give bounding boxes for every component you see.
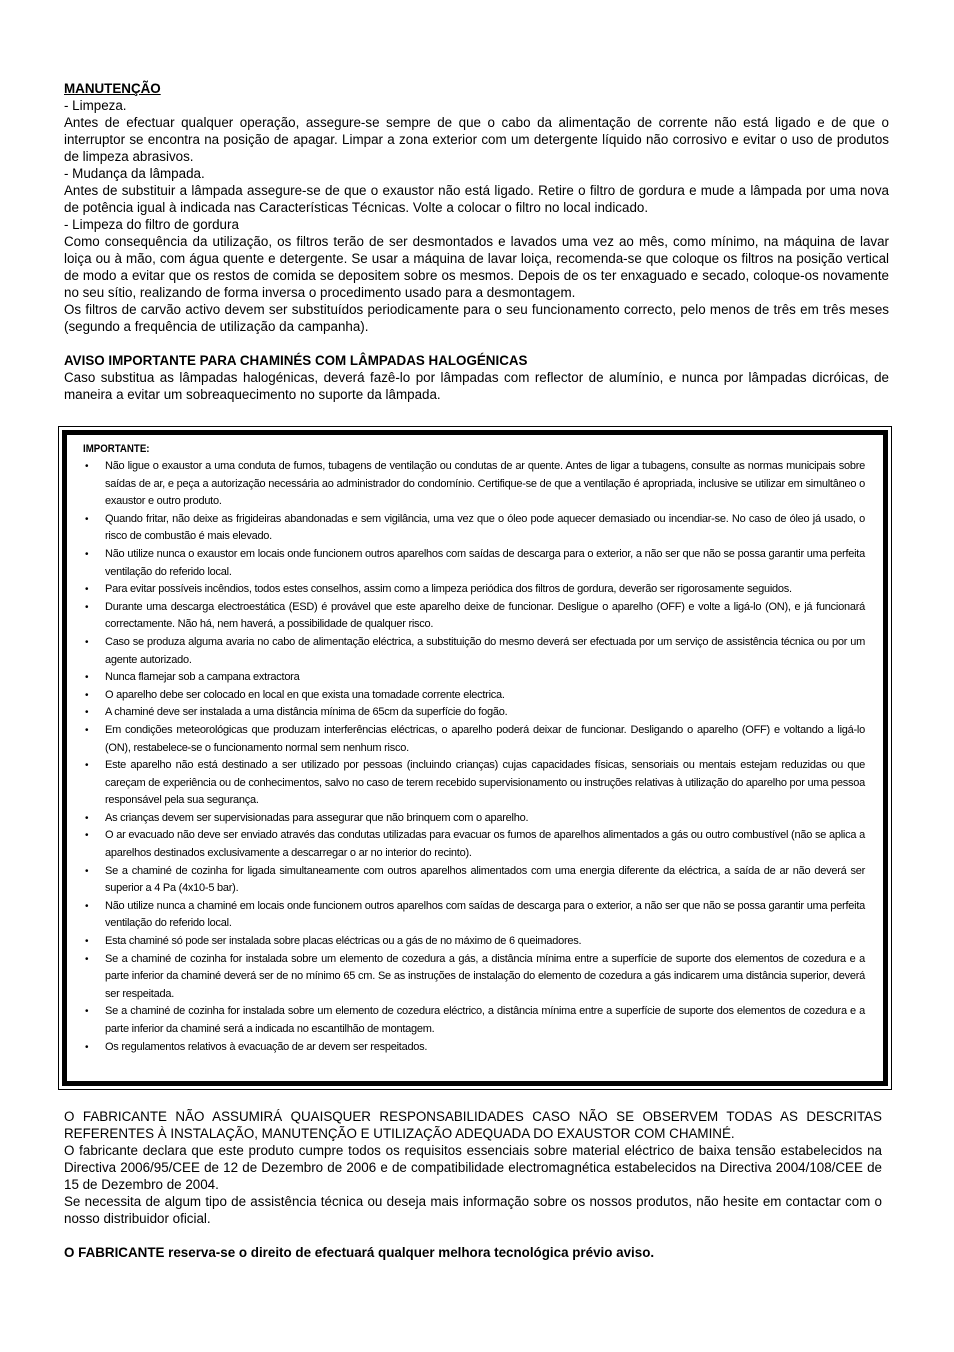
important-list-item-text: Não utilize nunca a chaminé em locais onde funcionem outros aparelhos com saídas de descarga para o exterior, a não ser que não se possa garantir uma perfeita ventilação do referido local. — [105, 899, 865, 930]
maintenance-heading: MANUTENÇÃO — [64, 81, 161, 96]
filter-text: Como consequência da utilização, os filtros terão de ser desmontados e lavados uma vez ao mês, como mínimo, na máquina de lavar loiça ou à mão, com água quente e detergente. Se usar a máquina de lavar loiça, recomenda-se que coloque os filtros na posição vertical de modo a evitar que os restos de comida se depositem sobre os mesmos. Depois de os ter enxaguado e secado, coloque-os novamente no seu sítio, realizando de forma inversa o procedimento usado para a desmontagem. — [64, 234, 889, 300]
bullet-icon: • — [85, 1006, 89, 1018]
important-content — [83, 441, 865, 1056]
bullet-icon: • — [85, 936, 89, 948]
important-box — [58, 426, 892, 1090]
bullet-icon: • — [85, 461, 89, 472]
bullet-icon: • — [85, 689, 89, 701]
important-list-item — [83, 863, 865, 898]
bullet-icon: • — [85, 513, 89, 525]
bullet-icon: • — [85, 830, 89, 842]
spacer — [64, 335, 889, 352]
important-list-item — [83, 634, 865, 669]
filter-label: - Limpeza do filtro de gordura — [64, 217, 239, 232]
important-list-item-text: As crianças devem ser supervisionadas para assegurar que não brinquem com o aparelho. — [105, 811, 529, 824]
maintenance-section — [64, 80, 889, 403]
bullet-icon: • — [85, 707, 89, 719]
important-list-item-text: A chaminé deve ser instalada a uma distância mínima de 65cm da superfície do fogão. — [105, 706, 508, 719]
important-list-item — [83, 546, 865, 581]
spacer — [64, 1227, 882, 1244]
bullet-icon: • — [85, 672, 89, 684]
important-list-item-text: Se a chaminé de cozinha for instalada sobre um elemento de cozedura a gás, a distância mínima entre a superfície de suporte dos elementos de cozedura e a parte inferior da chaminé deverá ser de no mínimo 65 cm. Se as instruções de instalação do elemento de cozedura a gás indicarem uma distância superior, deverá ser respeitada. — [105, 952, 865, 1000]
footer-section — [64, 1108, 882, 1261]
important-list-item-text: O ar evacuado não deve ser enviado através das condutas utilizadas para evacuar os fumos de aparelhos alimentados a gás ou outro combustível (não se aplica a aparelhos destinados exclusivamente a descarregar o ar no interior do recinto). — [105, 829, 865, 860]
compliance-text: O fabricante declara que este produto cumpre todos os requisitos essenciais sobre material eléctrico de baixa tensão estabelecidos na Directiva 2006/95/CEE de 12 de Dezembro de 2006 e de compatibilidade electromagnética estabelecidos na Directiva 2004/108/CEE de 15 de Dezembro de 2004. — [64, 1143, 882, 1192]
important-list-item — [83, 669, 865, 687]
important-list-item-text: Esta chaminé só pode ser instalada sobre placas eléctricas ou a gás de no máximo de 6 queimadores. — [105, 935, 582, 948]
rights-notice: O FABRICANTE reserva-se o direito de efectuará qualquer melhora tecnológica prévio aviso. — [64, 1245, 655, 1260]
liability-notice: O FABRICANTE NÃO ASSUMIRÁ QUAISQUER RESPONSABILIDADES CASO NÃO SE OBSERVEM TODAS AS DESCRITAS REFERENTES À INSTALAÇÃO, MANUTENÇÃO E UTILIZAÇÃO ADEQUADA DO EXAUSTOR COM CHAMINÉ. — [64, 1109, 882, 1141]
important-list-item — [83, 581, 865, 599]
important-list-item — [83, 1039, 865, 1057]
important-list-item-text: Durante uma descarga electroestática (ESD) é provável que este aparelho deixe de funcionar. Desligue o aparelho (OFF) e volte a ligá-lo (ON), e já funcionará correctamente. Não há, nem haverá, a possibilidade de qualquer risco. — [105, 600, 865, 631]
important-list-item-text: Não utilize nunca o exaustor em locais onde funcionem outros aparelhos com saídas de descarga para o exterior, a não ser que não se possa garantir uma perfeita ventilação do referido local. — [105, 547, 865, 578]
important-list-item — [83, 704, 865, 722]
important-list-item-text: Caso se produza alguma avaria no cabo de alimentação eléctrica, a substituição do mesmo deverá ser efectuada por um serviço de assistência técnica ou por um agente autorizado. — [105, 635, 865, 666]
bullet-icon: • — [85, 953, 89, 965]
halogen-text: Caso substitua as lâmpadas halogénicas, deverá fazê-lo por lâmpadas com reflector de alumínio, e nunca por lâmpadas dicróicas, de maneira a evitar um sobreaquecimento no suporte da lâmpada. — [64, 370, 889, 402]
bullet-icon: • — [85, 584, 89, 596]
important-list-item — [83, 458, 865, 511]
important-list-item-text: Em condições meteorológicas que produzam interferências eléctricas, o aparelho poderá deixar de funcionar. Desligando o aparelho (OFF) e voltando a ligá-lo (ON), restabelece-se o funcionamento normal sem nenhum risco. — [105, 723, 865, 754]
carbon-filter-text: Os filtros de carvão activo devem ser substituídos periodicamente para o seu funcionamento correcto, pelo menos de três em três meses (segundo a frequência de utilização da campanha). — [64, 302, 889, 334]
halogen-heading: AVISO IMPORTANTE PARA CHAMINÉS COM LÂMPADAS HALOGÉNICAS — [64, 353, 528, 368]
important-list-item-text: Este aparelho não está destinado a ser utilizado por pessoas (incluindo crianças) cujas capacidades físicas, sensoriais ou mentais estejam reduzidas ou que careçam de experiência ou de conhecimentos, salvo no caso de terem recebido supervisionamento ou instruções relativas à utilização do aparelho por uma pessoa responsável pela sua segurança. — [105, 759, 865, 807]
important-list-item-text: Os regulamentos relativos à evacuação de ar devem ser respeitados. — [105, 1040, 428, 1053]
important-list-item-text: Para evitar possíveis incêndios, todos estes conselhos, assim como a limpeza periódica dos filtros de gordura, deverão ser rigorosamente seguidos. — [105, 583, 792, 596]
bullet-icon: • — [85, 636, 89, 648]
important-list-item — [83, 827, 865, 862]
important-list — [83, 458, 865, 1056]
important-list-item — [83, 933, 865, 951]
cleaning-text: Antes de efectuar qualquer operação, assegure-se sempre de que o cabo da alimentação de corrente não está ligado e de que o interruptor se encontra na posição de apagar. Limpar a zona exterior com um detergente líquido não corrosivo e evitar o uso de produtos de limpeza abrasivos. — [64, 115, 889, 164]
important-list-item-text: O aparelho debe ser colocado en local en que exista una tomadade corrente electrica. — [105, 688, 505, 701]
important-list-item — [83, 951, 865, 1004]
important-list-item — [83, 511, 865, 546]
bullet-icon: • — [85, 1041, 89, 1053]
important-list-item — [83, 599, 865, 634]
bullet-icon: • — [85, 601, 89, 613]
important-list-item-text: Nunca flamejar sob a campana extractora — [105, 671, 300, 684]
bullet-icon: • — [85, 724, 89, 736]
important-list-item — [83, 1003, 865, 1038]
important-list-item-text: Quando fritar, não deixe as frigideiras abandonadas e sem vigilância, uma vez que o óleo pode aquecer demasiado ou incendiar-se. No caso de óleo já usado, o risco de combustão é mais elevado. — [105, 512, 865, 543]
important-list-item-text: Não ligue o exaustor a uma conduta de fumos, tubagens de ventilação ou condutas de ar quente. Antes de ligar a tubagens, consulte as normas municipais sobre saídas de ar, e peça a autorização necessária ao administrador do condomínio. Certifique-se de que a ventilação é apropriada, inclusive se utilizar em simultâneo o exaustor e outro produto. — [105, 460, 865, 508]
important-list-item — [83, 757, 865, 810]
lamp-text: Antes de substituir a lâmpada assegure-se de que o exaustor não está ligado. Retire o filtro de gordura e mude a lâmpada por uma nova de potência igual à indicada nas Características Técnicas. Volte a colocar o filtro no local indicado. — [64, 183, 889, 215]
lamp-label: - Mudança da lâmpada. — [64, 166, 205, 181]
important-title: IMPORTANTE: — [83, 443, 150, 455]
bullet-icon: • — [85, 760, 89, 772]
important-list-item — [83, 810, 865, 828]
bullet-icon: • — [85, 548, 89, 560]
important-list-item-text: Se a chaminé de cozinha for ligada simultaneamente com outros aparelhos alimentados com uma energia diferente da eléctrica, a saída de ar não deverá ser superior a 4 Pa (4x10-5 bar). — [105, 864, 865, 895]
important-list-item — [83, 722, 865, 757]
important-list-item — [83, 687, 865, 705]
bullet-icon: • — [85, 865, 89, 877]
bullet-icon: • — [85, 900, 89, 912]
cleaning-label: - Limpeza. — [64, 98, 127, 113]
important-list-item — [83, 898, 865, 933]
assistance-text: Se necessita de algum tipo de assistência técnica ou deseja mais informação sobre os nossos produtos, não hesite em contactar com o nosso distribuidor oficial. — [64, 1194, 882, 1226]
bullet-icon: • — [85, 812, 89, 824]
important-list-item-text: Se a chaminé de cozinha for instalada sobre um elemento de cozedura eléctrico, a distância mínima entre a superfície de suporte dos elementos de cozedura e a parte inferior da chaminé será a indicada no escantilhão de montagem. — [105, 1005, 865, 1035]
